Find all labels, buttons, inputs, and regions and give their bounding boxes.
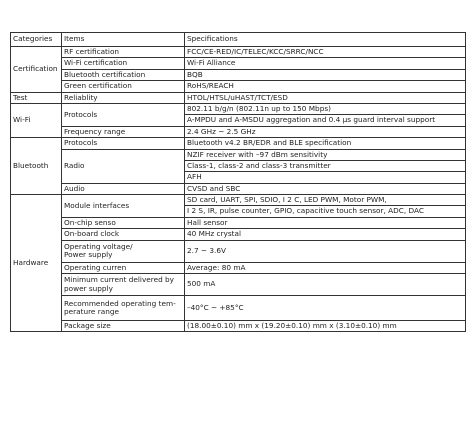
specifications-table-container [10, 32, 465, 332]
header-row [11, 33, 466, 47]
table-row [11, 103, 466, 114]
item-cell: Wi-Fi certification [62, 58, 185, 69]
item-cell: Protocols [62, 103, 185, 126]
item-line: Recommended operating tem- [64, 298, 176, 308]
item-cell: On-board clock [62, 229, 185, 240]
table-row [11, 183, 466, 194]
spec-cell: Average: 80 mA [185, 262, 466, 273]
spec-cell: RoHS/REACH [185, 81, 466, 92]
spec-cell: Wi-Fi Alliance [185, 58, 466, 69]
table-row [11, 81, 466, 92]
spec-cell: Class-1, class-2 and class-3 transmitter [185, 160, 466, 171]
table-row [11, 321, 466, 332]
table-row [11, 274, 466, 296]
table-row [11, 195, 466, 206]
category-hardware: Hardware [11, 195, 62, 332]
category-test: Test [11, 92, 62, 103]
table-row [11, 262, 466, 273]
category-wifi: Wi-Fi [11, 103, 62, 137]
item-cell: Operating curren [62, 262, 185, 273]
header-specifications: Specifications [185, 33, 466, 47]
table-row [11, 296, 466, 321]
table-row [11, 217, 466, 228]
item-cell: Green certification [62, 81, 185, 92]
spec-cell: 802.11 b/g/n (802.11n up to 150 Mbps) [185, 103, 466, 114]
header-categories: Categories [11, 33, 62, 47]
spec-cell: 2.7 ~ 3.6V [185, 240, 466, 262]
header-items: Items [62, 33, 185, 47]
item-cell: Reliablity [62, 92, 185, 103]
table-row [11, 138, 466, 149]
item-cell: Frequency range [62, 126, 185, 137]
table-row [11, 58, 466, 69]
category-certification: Certification [11, 47, 62, 93]
item-cell: Radio [62, 149, 185, 183]
spec-cell: Hall sensor [185, 217, 466, 228]
spec-cell: 500 mA [185, 274, 466, 296]
specifications-table [10, 32, 466, 332]
table-row [11, 149, 466, 160]
spec-cell: FCC/CE-RED/IC/TELEC/KCC/SRRC/NCC [185, 47, 466, 58]
item-cell: Audio [62, 183, 185, 194]
spec-cell: Bluetooth v4.2 BR/EDR and BLE specification [185, 138, 466, 149]
item-cell [62, 240, 185, 262]
spec-cell: SD card, UART, SPI, SDIO, I 2 C, LED PWM, Motor PWM, [185, 195, 466, 206]
item-line: Minimum current delivered by [64, 275, 174, 285]
item-cell: On-chip senso [62, 217, 185, 228]
item-cell: Protocols [62, 138, 185, 149]
table-row [11, 240, 466, 262]
item-line: Operating voltage/ [64, 241, 133, 251]
table-row [11, 69, 466, 80]
spec-cell: BQB [185, 69, 466, 80]
category-bluetooth: Bluetooth [11, 138, 62, 195]
spec-cell: I 2 S, IR, pulse counter, GPIO, capacitive touch sensor, ADC, DAC [185, 206, 466, 217]
item-cell: Package size [62, 321, 185, 332]
item-cell: Module interfaces [62, 195, 185, 218]
spec-cell: (18.00±0.10) mm x (19.20±0.10) mm x (3.10±0.10) mm [185, 321, 466, 332]
table-row [11, 229, 466, 240]
spec-cell: AFH [185, 172, 466, 183]
spec-cell: 40 MHz crystal [185, 229, 466, 240]
spec-cell: CVSD and SBC [185, 183, 466, 194]
item-line: Power supply [64, 250, 113, 260]
spec-cell: –40°C ~ +85°C [185, 296, 466, 321]
spec-cell: HTOL/HTSL/uHAST/TCT/ESD [185, 92, 466, 103]
item-cell [62, 296, 185, 321]
table-row [11, 126, 466, 137]
spec-cell: 2.4 GHz ~ 2.5 GHz [185, 126, 466, 137]
item-cell: RF certification [62, 47, 185, 58]
item-line: power supply [64, 283, 113, 293]
table-row [11, 47, 466, 58]
table-row [11, 92, 466, 103]
spec-cell: NZIF receiver with –97 dBm sensitivity [185, 149, 466, 160]
item-cell [62, 274, 185, 296]
item-line: perature range [64, 307, 119, 317]
spec-cell: A-MPDU and A-MSDU aggregation and 0.4 µs guard interval support [185, 115, 466, 126]
item-cell: Bluetooth certification [62, 69, 185, 80]
